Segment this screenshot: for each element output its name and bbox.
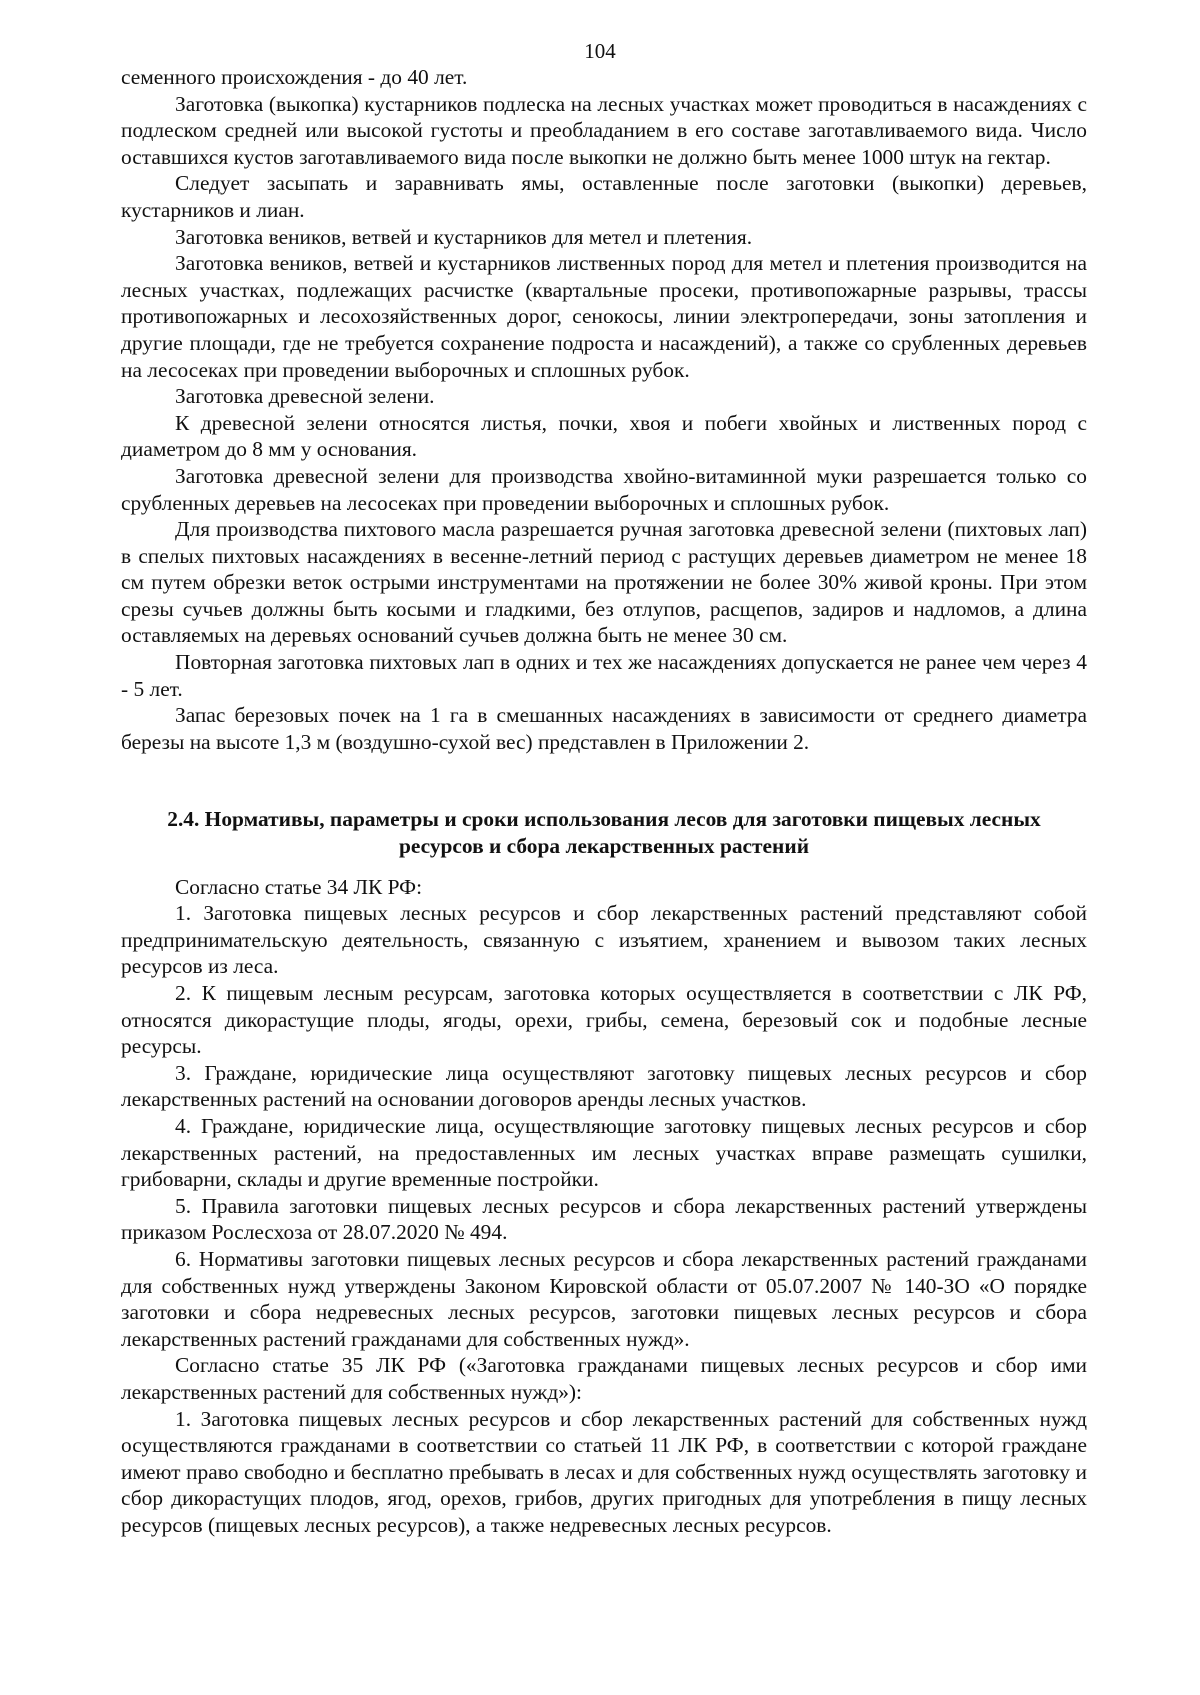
paragraph: Согласно статье 34 ЛК РФ: [175, 874, 423, 899]
list-item: 3. Граждане, юридические лица осуществляют заготовку пищевых лесных ресурсов и сбор лекарственных растений на основании договоров аренды лесных участков. [121, 1060, 1087, 1112]
section-heading-line: ресурсов и сбора лекарственных растений [398, 834, 810, 859]
list-item: 6. Нормативы заготовки пищевых лесных ресурсов и сбора лекарственных растений гражданами для собственных нужд утверждены Законом Кировской области от 05.07.2007 № 140-ЗО «О порядке заготовки и сбора недревесных лесных ресурсов, заготовки пищевых лесных ресурсов и сбора лекарственных растений гражданами для собственных нужд». [121, 1246, 1087, 1351]
paragraph: семенного происхождения - до 40 лет. [121, 65, 468, 89]
paragraph-subheading: Заготовка древесной зелени. [175, 384, 435, 409]
list-item: 1. Заготовка пищевых лесных ресурсов и сбор лекарственных растений для собственных нужд осуществляются гражданами в соответствии со статьей 11 ЛК РФ, в соответствии с которой граждане имеют право свободно и бесплатно пребывать в лесах и для собственных нужд осуществлять заготовку и сбор дикорастущих плодов, ягод, орехов, грибов, других пригодных для употребления в пищу лесных ресурсов (пищевых лесных ресурсов), а также недревесных лесных ресурсов. [121, 1406, 1087, 1537]
paragraph: Запас березовых почек на 1 га в смешанных насаждениях в зависимости от среднего диаметра березы на высоте 1,3 м (воздушно-сухой вес) представлен в Приложении 2. [121, 703, 1087, 754]
section-heading-line: 2.4. Нормативы, параметры и сроки использования лесов для заготовки пищевых лесных [167, 807, 1041, 832]
paragraph: Согласно статье 35 ЛК РФ («Заготовка гражданами пищевых лесных ресурсов и сбор ими лекарственных растений для собственных нужд»): [121, 1353, 1087, 1404]
list-item: 5. Правила заготовки пищевых лесных ресурсов и сбора лекарственных растений утверждены приказом Рослесхоза от 28.07.2020 № 494. [121, 1193, 1087, 1245]
paragraph: Повторная заготовка пихтовых лап в одних и тех же насаждениях допускается не ранее чем через 4 - 5 лет. [121, 650, 1087, 701]
section-heading [121, 806, 1087, 859]
list-item: 2. К пищевым лесным ресурсам, заготовка которых осуществляется в соответствии с ЛК РФ, относятся дикорастущие плоды, ягоды, орехи, грибы, семена, березовый сок и подобные лесные ресурсы. [121, 981, 1087, 1059]
paragraph: Заготовка (выкопка) кустарников подлеска на лесных участках может проводиться в насаждениях с подлеском средней или высокой густоты и преобладанием в его составе заготавливаемого вида. Число оставшихся кустов заготавливаемого вида после выкопки не должно быть менее 1000 штук на гектар. [121, 91, 1087, 169]
list-item: 1. Заготовка пищевых лесных ресурсов и сбор лекарственных растений представляют собой предпринимательскую деятельность, связанную с изъятием, хранением и вывозом таких лесных ресурсов из леса. [121, 901, 1087, 979]
paragraph-subheading: Заготовка веников, ветвей и кустарников для метел и плетения. [175, 224, 753, 249]
paragraph: К древесной зелени относятся листья, почки, хвоя и побеги хвойных и лиственных пород с диаметром до 8 мм у основания. [121, 410, 1087, 462]
page-number: 104 [584, 39, 616, 63]
page-body [121, 64, 1087, 1538]
paragraph: Заготовка веников, ветвей и кустарников лиственных пород для метел и плетения производится на лесных участках, подлежащих расчистке (квартальные просеки, противопожарные разрывы, трассы противопожарных и лесохозяйственных дорог, сенокосы, линии электропередачи, зоны затопления и другие площади, где не требуется сохранение подроста и насаждений), а также со срубленных деревьев на лесосеках при проведении выборочных и сплошных рубок. [121, 251, 1087, 382]
paragraph: Для производства пихтового масла разрешается ручная заготовка древесной зелени (пихтовых лап) в спелых пихтовых насаждениях в весенне-летний период с растущих деревьев диаметром не менее 18 см путем обрезки веток острыми инструментами на протяжении не более 30% живой кроны. При этом срезы сучьев должны быть косыми и гладкими, без отлупов, расщепов, задиров и надломов, а длина оставляемых на деревьях оснований сучьев должна быть не менее 30 см. [121, 517, 1087, 648]
list-item: 4. Граждане, юридические лица, осуществляющие заготовку пищевых лесных ресурсов и сбор лекарственных растений, на предоставленных им лесных участках вправе размещать сушилки, грибоварни, склады и другие временные постройки. [121, 1113, 1087, 1192]
paragraph: Заготовка древесной зелени для производства хвойно-витаминной муки разрешается только со срубленных деревьев на лесосеках при проведении выборочных и сплошных рубок. [121, 463, 1087, 515]
paragraph: Следует засыпать и заравнивать ямы, оставленные после заготовки (выкопки) деревьев, кустарников и лиан. [121, 171, 1087, 222]
